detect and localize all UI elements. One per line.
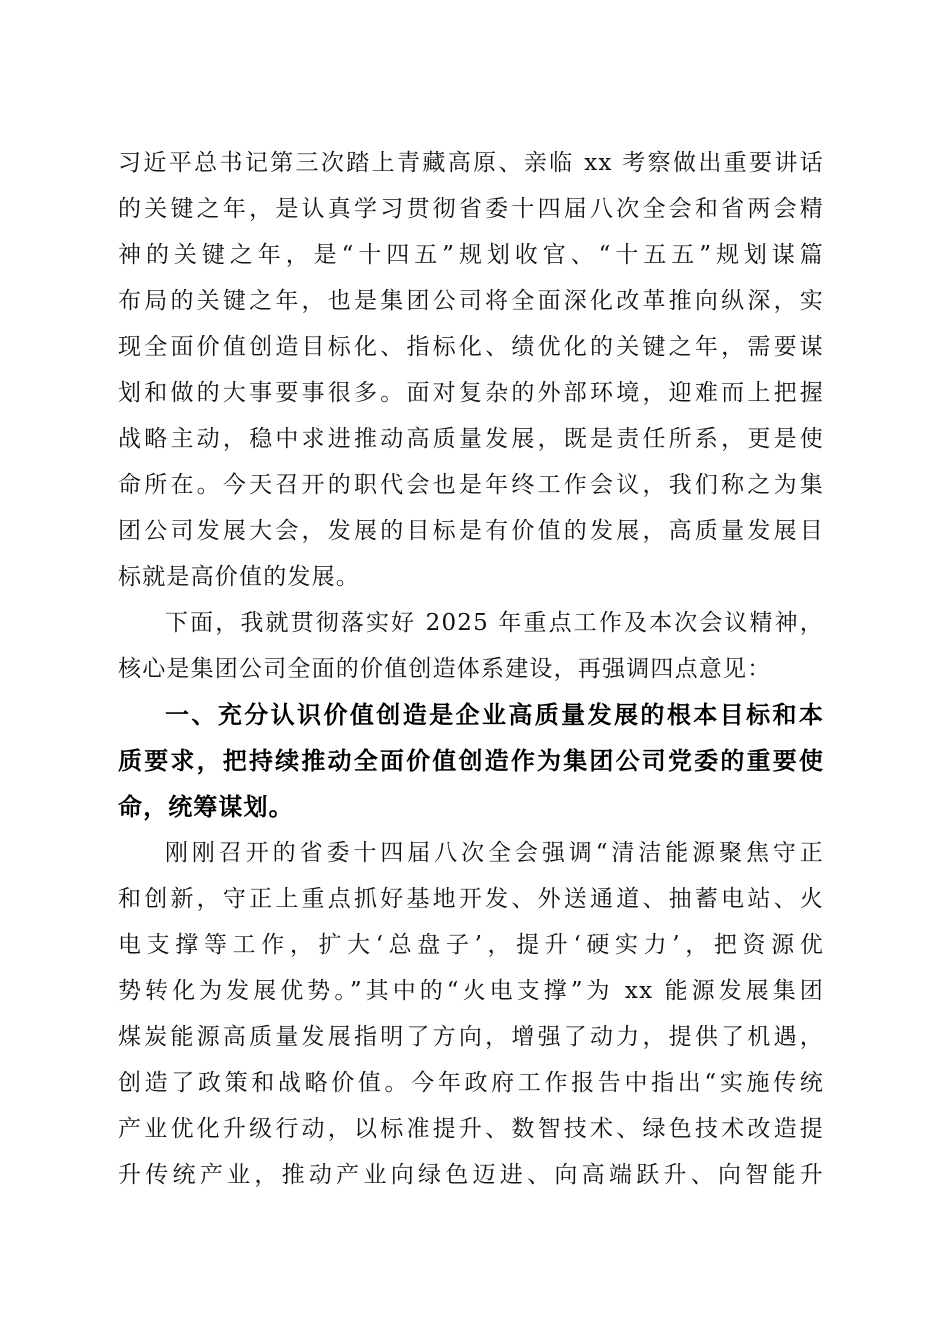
text-line: 下面，我就贯彻落实好 2025 年重点工作及本次会议精神， [165,610,824,636]
text-line: 刚刚召开的省委十四届八次全会强调“清洁能源聚焦守正 [165,840,824,866]
text-line: 升传统产业，推动产业向绿色迈进、向高端跃升、向智能升 [118,1162,824,1188]
text-line: 布局的关键之年，也是集团公司将全面深化改革推向纵深，实 [118,288,824,314]
text-line: 核心是集团公司全面的价值创造体系建设，再强调四点意见： [118,656,772,682]
section-heading-one [118,692,824,830]
paragraph-intro [118,140,824,600]
text-line: 命所在。今天召开的职代会也是年终工作会议，我们称之为集 [118,472,824,498]
paragraph-transition [118,600,824,692]
text-line: 势转化为发展优势。”其中的“火电支撑”为 xx 能源发展集团 [118,978,824,1004]
text-line: 电支撑等工作，扩大‘总盘子’，提升‘硬实力’，把资源优 [118,932,824,958]
paragraph-section-one-body [118,830,824,1198]
text-line: 习近平总书记第三次踏上青藏高原、亲临 xx 考察做出重要讲话 [118,150,824,176]
heading-line: 一、充分认识价值创造是企业高质量发展的根本目标和本 [165,701,824,729]
text-line: 划和做的大事要事很多。面对复杂的外部环境，迎难而上把握 [118,380,824,406]
text-line: 煤炭能源高质量发展指明了方向，增强了动力，提供了机遇， [118,1024,824,1050]
text-line: 标就是高价值的发展。 [118,564,360,590]
heading-line: 质要求，把持续推动全面价值创造作为集团公司党委的重要使 [118,747,824,775]
text-line: 的关键之年，是认真学习贯彻省委十四届八次全会和省两会精 [118,196,824,222]
document-body [118,140,824,1198]
text-line: 现全面价值创造目标化、指标化、绩优化的关键之年，需要谋 [118,334,824,360]
text-line: 团公司发展大会，发展的目标是有价值的发展，高质量发展目 [118,518,824,544]
text-line: 创造了政策和战略价值。今年政府工作报告中指出“实施传统 [118,1070,824,1096]
text-line: 产业优化升级行动，以标准提升、数智技术、绿色技术改造提 [118,1116,824,1142]
heading-line: 命，统筹谋划。 [118,793,294,821]
text-line: 神的关键之年，是“十四五”规划收官、“十五五”规划谋篇 [118,242,824,268]
text-line: 和创新，守正上重点抓好基地开发、外送通道、抽蓄电站、火 [118,886,824,912]
text-line: 战略主动，稳中求进推动高质量发展，既是责任所系，更是使 [118,426,824,452]
